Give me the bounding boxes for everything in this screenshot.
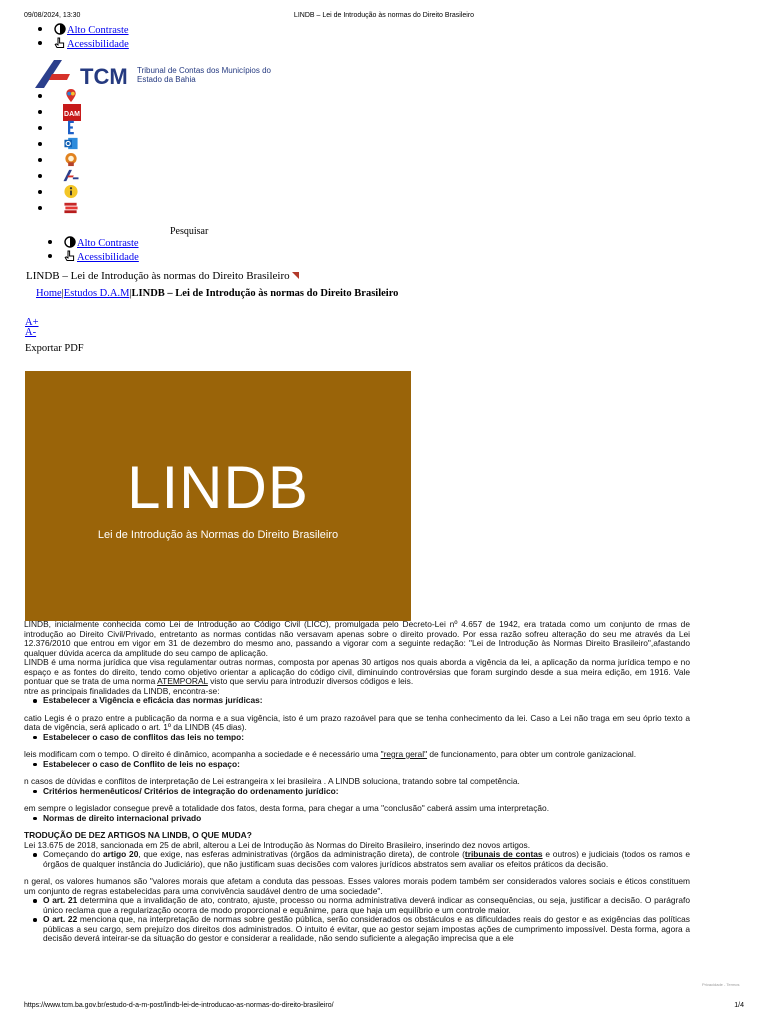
tcm-logo-mark xyxy=(34,58,78,90)
accessibility-link[interactable]: Acessibilidade xyxy=(67,39,129,50)
font-size-controls xyxy=(25,318,39,338)
article-list-item: O art. 21 determina que a invalidação de ato, contrato, ajuste, processo ou norma administrativa deverá indicar as consequências, ou seja, justificar a decisão. O parágrafo único reclama que a regularização ocorra de modo proporcional e equânime, para que haja um equilíbrio e um controle maior. xyxy=(0,896,690,915)
hand-pointer-icon xyxy=(64,250,76,262)
article-paragraph: n casos de dúvidas e conflitos de interpretação de Lei estrangeira x lei brasileira . A LINDB soluciona, tratando sobre tal competência. xyxy=(24,776,520,786)
tcm-icon[interactable] xyxy=(63,168,79,183)
e-icon[interactable] xyxy=(63,120,79,135)
atemporal-link[interactable]: ATEMPORAL xyxy=(157,676,208,686)
accessibility-link[interactable]: Acessibilidade xyxy=(77,252,139,263)
app-shortcut[interactable] xyxy=(38,104,81,120)
dam-icon-label: DAM xyxy=(64,111,80,118)
purpose-item: Estabelecer o caso de Conflito de leis no espaço: xyxy=(0,760,690,770)
outlook-icon[interactable] xyxy=(63,136,79,151)
high-contrast-link[interactable]: Alto Contraste xyxy=(67,25,129,36)
font-decrease-link[interactable]: A- xyxy=(25,327,37,338)
breadcrumb-current: LINDB – Lei de Introdução às normas do Direito Brasileiro xyxy=(131,288,399,299)
font-increase-link[interactable]: A+ xyxy=(25,317,39,328)
regra-geral-link[interactable]: "regra geral" xyxy=(380,749,428,759)
info-icon[interactable] xyxy=(63,184,79,199)
article-paragraph: catio Legis é o prazo entre a publicação da norma e a sua vigência, isto é um prazo razoável para que se tenha conhecimento da lei. Caso a Lei não traga em seu óprio texto a data de vigência, será aplicado o art. 1º da LINDB (45 dias). xyxy=(24,712,690,732)
tribunais-link[interactable]: tribunais de contas xyxy=(464,849,543,859)
share-corner-icon[interactable] xyxy=(292,272,299,279)
article-paragraph: leis modificam com o tempo. O direito é dinâmico, acompanha a sociedade e é necessário uma "regra geral" de funcionamento, para obter um controle ganizacional. xyxy=(24,749,637,759)
app-shortcut[interactable] xyxy=(38,120,81,136)
high-contrast-item[interactable] xyxy=(48,236,139,250)
article-list-item: Começando do artigo 20, que exige, nas esferas administrativas (órgãos da administração direta), de controle (tribunais de contas e outros) e judiciais (todos os ramos e órgãos de qualquer instância do Judiciário), que não justificam suas decisões com valores jurídicos abstratos sem avaliar os efeitos práticos da decisão. xyxy=(0,850,690,869)
section-heading: TRODUÇÃO DE DEZ ARTIGOS NA LINDB, O QUE MUDA? xyxy=(24,830,252,840)
accessibility-menu-top xyxy=(38,23,129,51)
app-shortcuts xyxy=(38,88,81,216)
dam-icon[interactable] xyxy=(63,104,81,121)
high-contrast-link[interactable]: Alto Contraste xyxy=(77,238,139,249)
search-label[interactable]: Pesquisar xyxy=(170,226,209,237)
article-paragraph: n geral, os valores humanos são "valores morais que afetam a conduta das pessoas. Esses valores morais podem também ser considerados valores sociais e éticos constituem um conjunto de regras estabelecidas para uma convivência saudável dentro de uma sociedade". xyxy=(24,876,690,896)
tcm-logo[interactable] xyxy=(34,58,274,90)
logo-text: TCM xyxy=(80,64,128,89)
breadcrumb-separator: | xyxy=(61,288,64,299)
app-shortcut[interactable] xyxy=(38,184,81,200)
contrast-icon xyxy=(64,236,76,248)
breadcrumb-home[interactable]: Home xyxy=(36,288,62,299)
purpose-item: Estabelecer a Vigência e eficácia das normas jurídicas: xyxy=(0,696,690,706)
app-shortcut[interactable] xyxy=(38,136,81,152)
breadcrumb-section[interactable]: Estudos D.A.M xyxy=(63,288,130,299)
breadcrumb-separator: | xyxy=(129,288,132,299)
app-shortcut[interactable] xyxy=(38,88,81,104)
article-paragraph: LINDB é uma norma jurídica que visa regulamentar outras normas, composta por apenas 30 artigos nos quais aborda a vigência da lei, a aplicação da norma jurídica tempo e no espaço e as fontes do direito, tendo como objetivo orientar a aplicação do código civil, diminuindo controvérsias que foram surgindo desde a sua meira edição, em 1916. Vale pontuar que se trata de uma norma ATEMPORAL visto que serviu para introduzir diversos códigos e leis. xyxy=(24,657,690,686)
logo-subtitle: Tribunal de Contas dos Municípios do Estado da Bahia xyxy=(137,66,271,84)
article-body xyxy=(0,620,690,944)
accessibility-item[interactable] xyxy=(38,37,129,51)
article-paragraph: ntre as principais finalidades da LINDB, encontra-se: xyxy=(24,685,220,696)
books-icon[interactable] xyxy=(63,200,79,215)
breadcrumb xyxy=(36,288,398,299)
article-paragraph: Lei 13.675 de 2018, sancionada em 25 de abril, alterou a Lei de Introdução às Normas do Direito Brasileiro, inserindo dez novos artigos. xyxy=(24,839,531,850)
app-shortcut[interactable] xyxy=(38,168,81,184)
purpose-item: Estabelecer o caso de conflitos das leis no tempo: xyxy=(0,733,690,743)
article-paragraph: LINDB, inicialmente conhecida como Lei de Introdução ao Código Civil (LICC), promulgada pelo Decreto-Lei nº 4.657 de 1942, era tratada como um conjunto de rmas de introdução ao Direito Civil/Privado, entretanto as normas contidas não versavam apenas sobre o direito provado. Por essa razão sofreu alteração do seu me através da Lei 12.376/2010 que entrou em vigor em 31 de dezembro do mesmo ano, passando a vigorar com a seguinte redação: "Lei de Introdução às Normas Direito Brasileiro",afastando qualquer dúvida acerca da amplitude do seu campo de aplicação. xyxy=(24,619,690,658)
article-list-item: O art. 22 menciona que, na interpretação de normas sobre gestão pública, serão considerados os obstáculos e as dificuldades reais do gestor e as exigências das políticas públicas a seu cargo, sem prejuízo dos direitos dos administrados. O intuito é evitar, que ao gestor sejam impostas ações de cumprimento impossível. Desta forma, agora a decisão deverá inteirar-se da situação do gestor e considerar a realidade, não sendo suficiente a alegação imprecisa que a ele xyxy=(0,915,690,944)
print-url: https://www.tcm.ba.gov.br/estudo-d-a-m-post/lindb-lei-de-introducao-as-normas-do-direito-brasileiro/ xyxy=(24,1002,334,1009)
banner-subtitle: Lei de Introdução às Normas do Direito Brasileiro xyxy=(97,529,339,541)
banner-title: LINDB xyxy=(127,454,309,521)
print-page-number: 1/4 xyxy=(734,1002,744,1009)
app-shortcut[interactable] xyxy=(38,200,81,216)
app-shortcut[interactable] xyxy=(38,152,81,168)
purpose-item: Critérios hermenêuticos/ Critérios de integração do ordenamento jurídico: xyxy=(0,787,690,797)
recaptcha-note: Privacidade - Termos xyxy=(702,982,740,987)
article-paragraph: em sempre o legislador consegue prevê a totalidade dos fatos, desta forma, para chegar a uma "conclusão" caberá assim uma interpretação. xyxy=(24,803,550,813)
print-footer xyxy=(0,1002,768,1014)
map-pin-icon[interactable] xyxy=(63,88,79,103)
contrast-icon xyxy=(54,23,66,35)
export-pdf-link[interactable]: Exportar PDF xyxy=(25,343,84,354)
hand-pointer-icon xyxy=(54,37,66,49)
high-contrast-item[interactable] xyxy=(38,23,129,37)
print-title: LINDB – Lei de Introdução às normas do Direito Brasileiro xyxy=(293,12,475,19)
badge-icon[interactable] xyxy=(63,152,79,167)
page-title-text: LINDB – Lei de Introdução às normas do Direito Brasileiro xyxy=(26,270,290,282)
accessibility-menu-bottom xyxy=(48,236,139,264)
accessibility-item[interactable] xyxy=(48,250,139,264)
lindb-banner-image xyxy=(25,371,411,621)
page-title xyxy=(26,270,299,282)
purpose-item: Normas de direito internacional privado xyxy=(0,814,690,824)
print-datetime: 09/08/2024, 13:30 xyxy=(24,12,81,19)
